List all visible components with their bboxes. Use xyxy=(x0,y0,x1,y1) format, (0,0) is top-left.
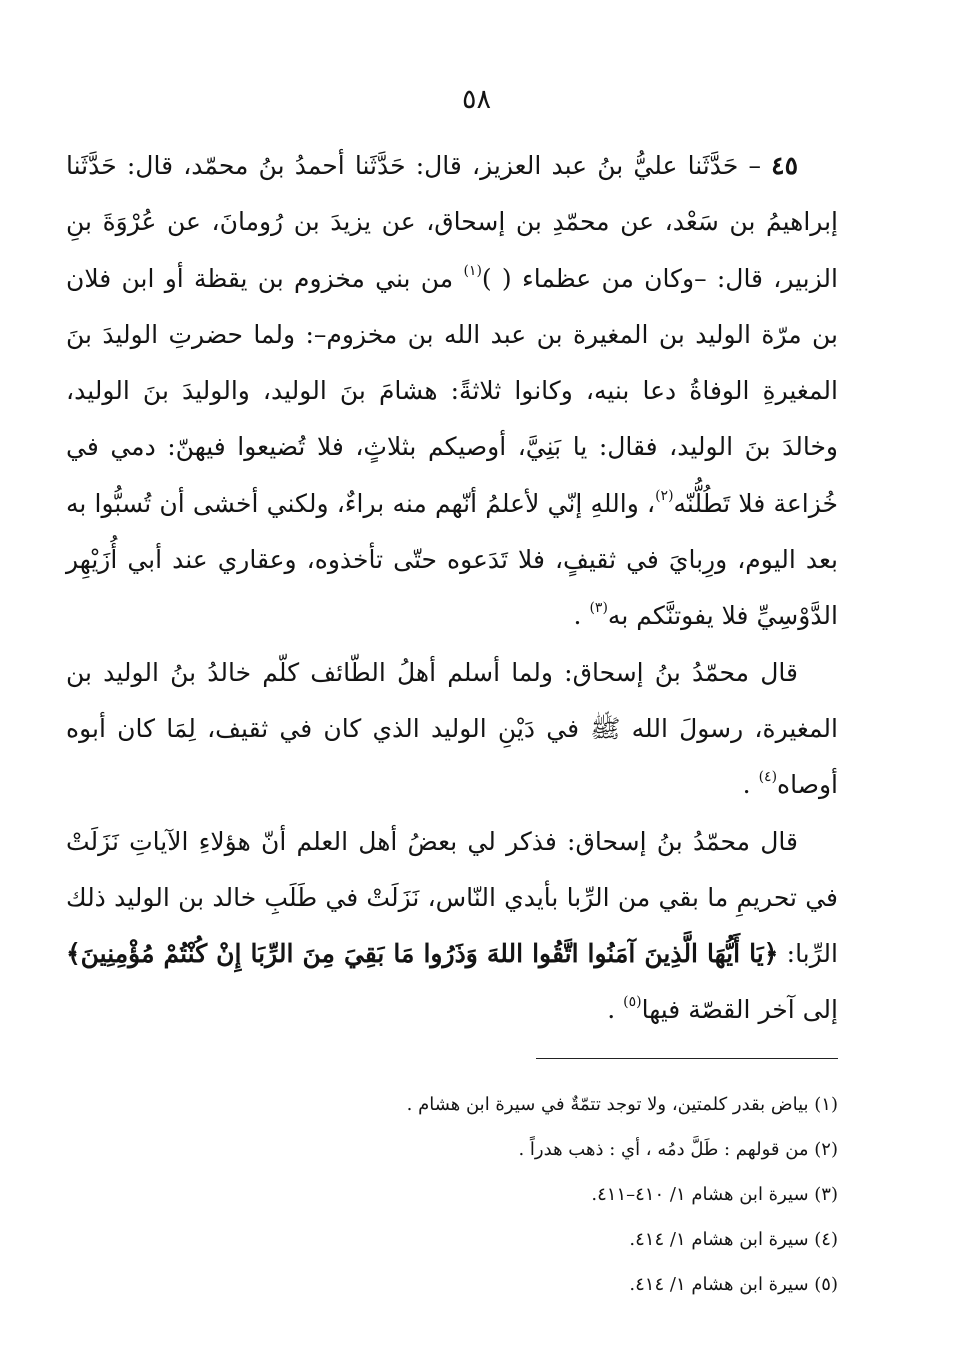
paragraph-ibn-ishaq-1 xyxy=(66,645,838,814)
paragraph-text: . xyxy=(742,770,759,800)
footnote-1: (١) بياض بقدر كلمتين، ولا توجد تتمّةٌ في سيرة ابن هشام . xyxy=(406,1094,838,1115)
dash: – xyxy=(738,151,772,180)
paragraph-text: . xyxy=(607,995,624,1025)
quran-verse: ﴿يَا أَيُّهَا الَّذِينَ آمَنُوا اتَّقُوا اللهَ وَذَرُوا مَا بَقِيَ مِنَ الرِّبَا إِنْ كُنْتُمْ مُؤْمِنِينَ﴾ xyxy=(66,939,779,969)
footnote-ref-3[interactable]: (٣) xyxy=(589,600,608,617)
footnote-2: (٢) من قولهم : طَلَّ دمُه ، أي : ذهب هدراً . xyxy=(518,1139,838,1160)
footnote-ref-1[interactable]: (١) xyxy=(463,262,482,279)
paragraph-text: إلى آخر القصّة فيها xyxy=(641,995,838,1025)
footnote-separator xyxy=(536,1058,838,1059)
paragraph-hadith-45 xyxy=(66,138,838,645)
hadith-number: ٤٥ xyxy=(771,151,798,180)
footnote-ref-2[interactable]: (٢) xyxy=(655,487,674,504)
footnote-5: (٥) سيرة ابن هشام ١/ ٤١٤. xyxy=(629,1274,838,1295)
paragraph-ibn-ishaq-2 xyxy=(66,814,838,1039)
paragraph-text: من بني مخزوم بن يقظة أو ابن فلان بن مرّة الوليد بن المغيرة بن عبد الله بن مخزوم–: ولما حضرتِ الوليدَ بنَ المغيرةِ الوفاةُ دعا بنيه، وكانوا ثلاثةً: هشامَ بنَ الوليد، والوليدَ بنَ الوليد، وخالدَ بنَ الوليد، فقال: يا بَنِيَّ، أوصيكم بثلاثٍ، فلا تُضيعوا فيهنّ: دمي في خُزاعة فلا تَطُلُّنّه xyxy=(66,263,838,518)
paragraph-text: قال محمّدُ بنُ إسحاق: فذكر لي بعضُ أهل العلم أنّ هؤلاءِ الآياتِ نَزَلَتْ في تحريمِ ما بقي من الرِّبا بأيدي النّاس، نَزَلَتْ في طَلَبِ خالد بن الوليد ذلك الرِّبا: xyxy=(66,826,838,969)
paragraph-text: ، واللهِ إنّي لأعلمُ أنّهم منه براءٌ، ولكني أخشى أن تُسبُّوا به بعد اليوم، ورِبايَ في ثقيفٍ، فلا تَدَعوه حتّى تأخذوه، وعقاري عند أبي أُزَيْهِر الدَّوْسِيِّ فلا يفوتنَّكم به xyxy=(66,488,838,631)
footnote-3: (٣) سيرة ابن هشام ١/ ٤١٠–٤١١. xyxy=(591,1184,838,1205)
paragraph-text: قال محمّدُ بنُ إسحاق: ولما أسلم أهلُ الطّائف كلّم خالدُ بنُ الوليد بن المغيرة، رسولَ الله ﷺ في دَيْنِ الوليد الذي كان في ثقيف، لِمَا كان أبوه أوصاه xyxy=(66,657,838,800)
footnote-ref-4[interactable]: (٤) xyxy=(758,769,778,786)
footnote-ref-5[interactable]: (٥) xyxy=(623,994,642,1011)
page-number: ٥٨ xyxy=(461,84,491,115)
paragraph-text: . xyxy=(573,601,590,631)
footnote-4: (٤) سيرة ابن هشام ١/ ٤١٤. xyxy=(629,1229,838,1250)
footnotes-list xyxy=(66,1082,838,1307)
main-text xyxy=(66,138,838,1039)
paragraph-text: حَدَّثَنا عليُّ بنُ عبد العزيز، قال: حَدَّثَنا أحمدُ بنُ محمّد، قال: حَدَّثَنا إبراهيمُ بن سَعْد، عن محمّدِ بن إسحاق، عن يزيدَ بن رُومانَ، عن عُرْوَةَ بنِ الزبير، قال: –وكان من عظماء ( ) xyxy=(66,151,838,293)
